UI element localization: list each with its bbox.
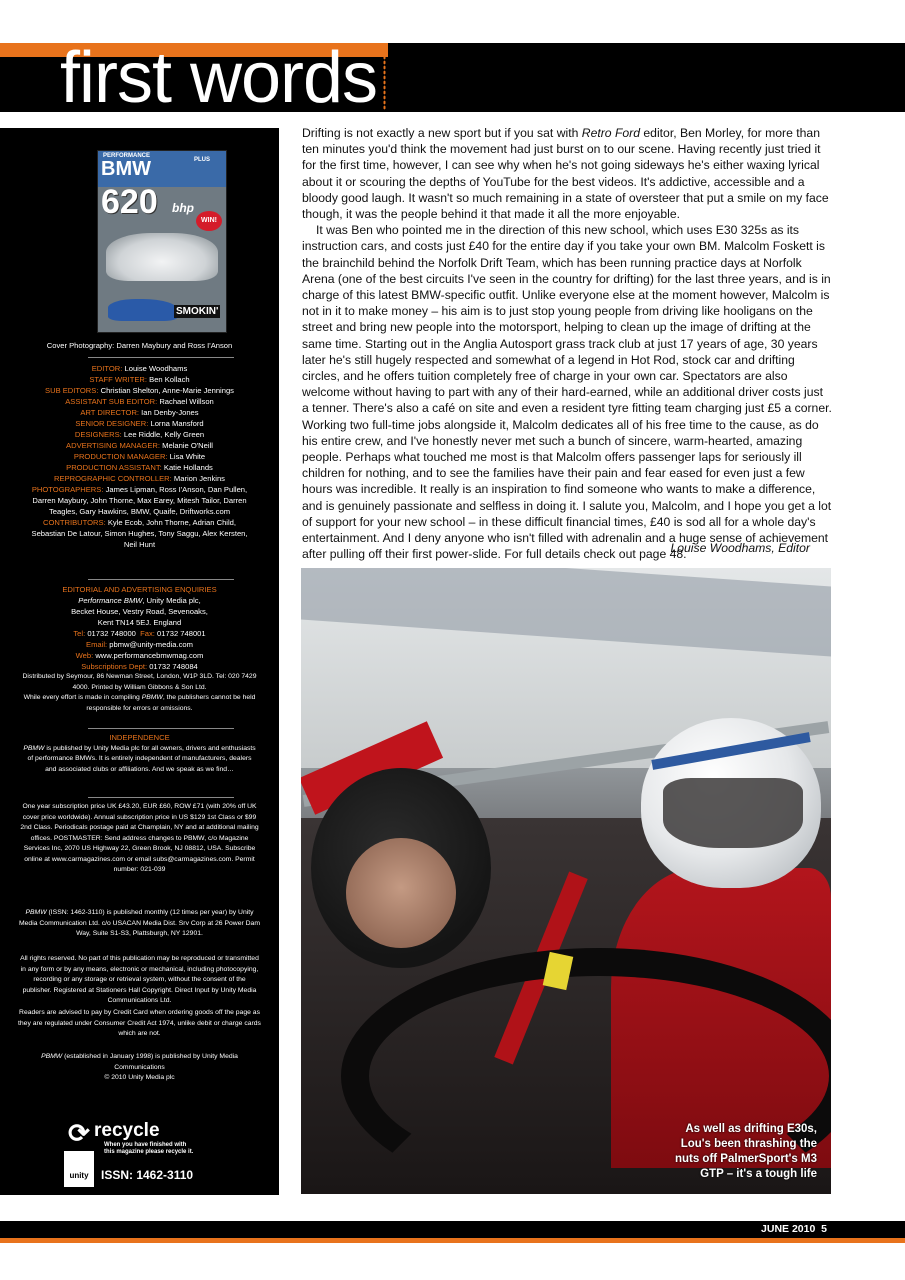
header-band-right xyxy=(388,43,905,112)
recycle-icon: ⟳ xyxy=(68,1118,90,1148)
cover-plus: PLUS xyxy=(194,157,211,163)
credit-line: PHOTOGRAPHERS: James Lipman, Ross I'Anson, Dan Pullen, Darren Maybury, John Thorne, Max Earey, Mitesh Tailor, Darren Teagles, Gary Hawkins, BMW, Quaife, Driftworks.com xyxy=(31,485,248,516)
divider xyxy=(88,728,234,729)
cover-second-car-image xyxy=(108,299,178,321)
independence-block xyxy=(8,733,271,775)
footer-orange-bar xyxy=(0,1238,905,1243)
enquiries-address: Performance BMW, Unity Media plc, xyxy=(78,596,201,605)
credit-line: STAFF WRITER: Ben Kollach xyxy=(89,375,190,384)
recycle-logo xyxy=(68,1120,248,1160)
credit-line: ASSISTANT SUB EDITOR: Rachael Willson xyxy=(65,397,214,406)
credit-line: SENIOR DESIGNER: Lorna Mansford xyxy=(75,419,204,428)
divider xyxy=(88,579,234,580)
masthead-sidebar xyxy=(0,128,279,1195)
cover-headline-number: 620 xyxy=(101,183,158,221)
issue-date: JUNE 2010 xyxy=(761,1223,816,1235)
article-body xyxy=(302,125,832,562)
credit-line: PRODUCTION MANAGER: Lisa White xyxy=(73,452,206,461)
credit-line: CONTRIBUTORS: Kyle Ecob, John Thorne, Adrian Child, Sebastian De Latour, Simon Hughes, Tony Saggu, Alex Kersten, Neil Hunt xyxy=(31,518,248,549)
section-title: first words xyxy=(60,38,378,118)
folio xyxy=(761,1223,827,1235)
staff-credits xyxy=(8,363,271,550)
unity-logo: unity xyxy=(64,1151,94,1187)
article-photo xyxy=(301,568,831,1194)
phone-line: Tel: 01732 748000 Fax: 01732 748001 xyxy=(73,629,206,638)
copyright-text: © 2010 Unity Media plc xyxy=(104,1074,175,1081)
rights-text: All rights reserved. No part of this publication may be reproduced or transmitted in any form or by any means, electronic or mechanical, including photocopying, recording or any storage or retrieval system, without the consent of the publisher. Registered at Stationers Hall Copyright. Direct Input by Unity Media Communications Ltd. xyxy=(20,955,259,1004)
disclaimer-text: While every effort is made in compiling PBMW, the publishers cannot be held responsible for errors or omissions. xyxy=(23,694,256,712)
credit-line: EDITOR: Louise Woodhams xyxy=(91,364,188,373)
distribution-text: Distributed by Seymour, 86 Newman Street, London, W1P 3LD. Tel: 020 7429 4000. Printed by William Gibbons & Son Ltd. xyxy=(22,673,257,691)
independence-text: PBMW is published by Unity Media plc for all owners, drivers and enthusiasts of performance BMWs. It is entirely independent of manufacturers, dealers and associated clubs or affiliations. And we speak as we find… xyxy=(23,744,256,773)
magazine-cover-image xyxy=(97,150,227,333)
credit-line: PRODUCTION ASSISTANT: Katie Hollands xyxy=(66,463,213,472)
paragraph: Drifting is not exactly a new sport but if you sat with Retro Ford editor, Ben Morley, for more than ten minutes you'd think the movement had just burst on to our scene. Having recently just tried it for the first time, however, I can see why when he's not going sideways he's either waxing lyrical about it or scouring the depths of YouTube for the best videos. It's addictive, accessible and a bloody good laugh. It wasn't so much remaining in a state of oversteer that put a smile on my face though, it was the people behind it that made it all the more enjoyable. xyxy=(302,126,829,222)
title-dotted-divider xyxy=(383,55,386,110)
cover-caption: Cover Photography: Darren Maybury and Ross I'Anson xyxy=(46,341,233,350)
credit-line: ADVERTISING MANAGER: Melanie O'Neill xyxy=(66,441,213,450)
photo-caption: As well as drifting E30s, Lou's been thrashing the nuts off PalmerSport's M3 GTP – it's a tough life xyxy=(674,1123,817,1180)
credit-line: ART DIRECTOR: Ian Denby-Jones xyxy=(80,408,199,417)
cover-headline-unit: bhp xyxy=(172,201,194,215)
enquiries-heading: EDITORIAL AND ADVERTISING ENQUIRIES xyxy=(62,585,217,594)
page-number: 5 xyxy=(821,1223,827,1235)
cover-win-badge: WIN! xyxy=(196,211,222,231)
photo-helmet-visor xyxy=(663,778,803,848)
cover-smokin-label: SMOKIN' xyxy=(176,306,219,317)
credit-line: REPROGRAPHIC CONTROLLER: Marion Jenkins xyxy=(54,474,225,483)
established-text: PBMW (established in January 1998) is published by Unity Media Communications xyxy=(41,1053,238,1071)
cover-car-image xyxy=(106,233,218,281)
enquiries-address: Becket House, Vestry Road, Sevenoaks, xyxy=(71,607,208,616)
issn-label: ISSN: 1462-3110 xyxy=(101,1168,194,1182)
recycle-word: recycle xyxy=(94,1120,160,1141)
recycle-subtext: When you have finished with this magazine please recycle it. xyxy=(104,1142,194,1155)
credit-line: SUB EDITORS: Christian Shelton, Anne-Marie Jennings xyxy=(45,386,234,395)
divider xyxy=(88,797,234,798)
photo-passenger-face xyxy=(346,838,456,948)
cover-logo: BMW xyxy=(101,158,151,180)
paragraph: It was Ben who pointed me in the direction of this new school, which uses E30 325s as its instruction cars, and costs just £40 for the entire day if you take your own BM. Malcolm Foskett is the brainchild behind the Norfolk Drift Team, which has been running practice days at Norfolk Arena (one of the best circuits I've seen in the country for drifting) for the last three years, and is in charge of this latest BMW-specific outfit. Unlike everyone else at the moment however, Malcolm is not in it to make money – his aim is to just stop young people from driving like hooligans on the street and bring new people into the motorsport, helping to clean up the image of drifting at the same time. Starting out in the Anglia Autosport grass track club at just 17 years of age, 30 years later he's still hugely respected and somewhat of a legend in Hot Rod, stock car and drifting circles, and he offers tuition completely free of charge in your own car. Spectators are also welcome without having to part with any of their hard-earned, while an additional driver costs just a tenner. There's also a café on site and even a resident tyre fitting team charging just £5 a corner. Working two full-time jobs alongside it, Malcolm dedicates all of his free time to the cause, as do his entire crew, and I've honestly never met such a bunch of sincere, warm-hearted, amazing people. Perhaps what touched me most is that Malcolm offers passenger laps for seriously ill children for nothing, and to see the families have their pain and fear eased for even just a few hours was incredible. It really is an inspiration to find someone who wants to make a difference, and is genuinely passionate and selfless in doing it. I salute you, Malcolm, and I hope you get a lot of support for your new school – in these difficult financial times, £40 is sod all for a whole day's entertainment. And I deny anyone who isn't filled with adrenalin and a huge sense of achievement after pulling off their first power-slide. For full details check out page 48. xyxy=(302,223,832,562)
independence-heading: INDEPENDENCE xyxy=(109,733,170,742)
subscription-text: One year subscription price UK £43.20, EUR £60, ROW £71 (with 20% off UK cover price worldwide). Annual subscription price in US $129 1st Class or $99 2nd Class. Periodicals postage paid at Champlain, NY and at additional mailing offices. POSTMASTER: Send address changes to PBMW, c/o Magazine Services Inc, 2070 US Highway 22, Green Brook, NJ 08812, USA. Subscribe online at www.carmagazines.com or email subs@carmagazines.com. Permit number: 021-039 xyxy=(20,803,259,873)
divider xyxy=(88,357,234,358)
editor-signoff: Louise Woodhams, Editor xyxy=(670,541,810,555)
enquiries-address: Kent TN14 5EJ. England xyxy=(97,618,182,627)
cover-performance-text: PERFORMANCE xyxy=(103,153,151,159)
credit-line: DESIGNERS: Lee Riddle, Kelly Green xyxy=(74,430,205,439)
issn-statement: PBMW (ISSN: 1462-3110) is published monthly (12 times per year) by Unity Media Communication Ltd. c/o USACAN Media Dist. Srv Corp at 26 Power Dam Way, Suite S1-S3, Plattsburgh, NY 12901. xyxy=(18,909,260,937)
readers-notice: Readers are advised to pay by Credit Card when ordering goods off the page as they are regulated under Consumer Credit Act 1974, unlike debit or charge cards which are not. xyxy=(18,1009,261,1037)
web-line: Web: www.performancebmwmag.com xyxy=(75,651,204,660)
email-line: Email: pbmw@unity-media.com xyxy=(86,640,193,649)
subscriptions-line: Subscriptions Dept: 01732 748084 xyxy=(81,662,198,671)
enquiries-block xyxy=(8,584,271,714)
